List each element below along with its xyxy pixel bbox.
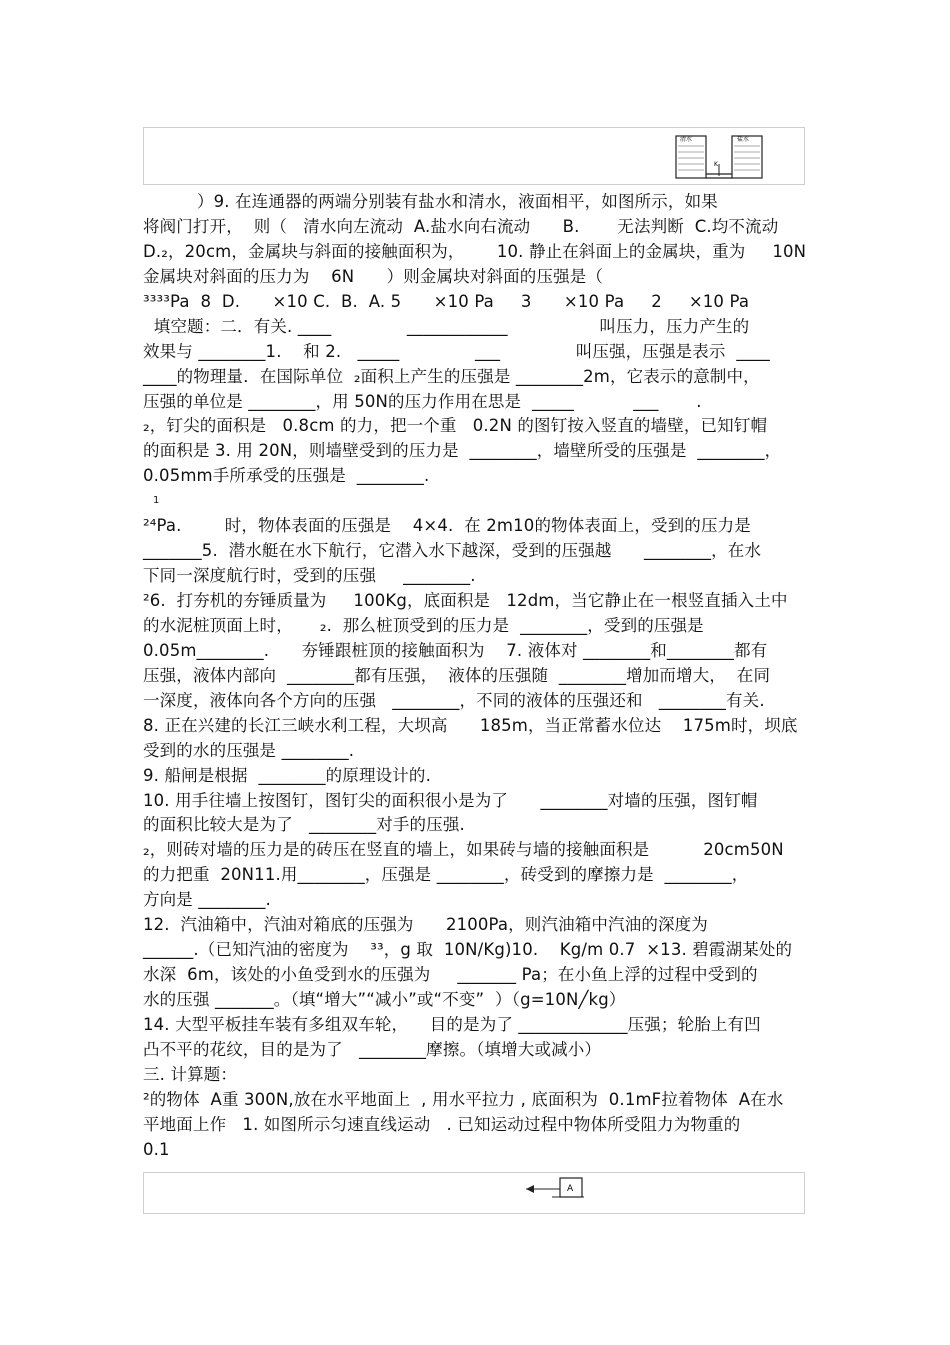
text-line: ____的物理量．在国际单位 ₂面积上产生的压强是 ________2m，它表示的意制中， <box>143 366 760 386</box>
text-line: ²⁴Pa. 时，物体表面的压强是 4×4. 在 2m10的物体表面上，受到的压力是 <box>143 516 751 536</box>
text-line: 三. 计算题： <box>143 1064 238 1084</box>
text-line: 金属块对斜面的压力为 6N ）则金属块对斜面的压强是（ <box>143 266 604 286</box>
text-line: ₂，则砖对墙的压力是的砖压在竖直的墙上，如果砖与墙的接触面积是 20cm50N <box>143 840 784 860</box>
text-line: 水深 6m，该处的小鱼受到水的压强为 _______ Pa；在小鱼上浮的过程中受到的 <box>143 965 758 985</box>
text-line: D.₂，20cm，金属块与斜面的接触面积为， 10. 静止在斜面上的金属块，重为 10N <box>143 241 807 261</box>
text-line: ）9. 在连通器的两端分别装有盐水和清水，液面相平，如图所示，如果 <box>143 192 718 211</box>
text-line: 10. 用手往墙上按图钉，图钉尖的面积很小是为了 ________对墙的压强，图钉帽 <box>143 790 758 810</box>
connected-vessel-figure <box>672 130 764 180</box>
text-line: ₂，钉尖的面积是 0.8cm 的力，把一个重 0.2N 的图钉按入竖直的墙壁，已知钉帽 <box>143 416 768 436</box>
text-line: 的面积比较大是为了 ________对手的压强. <box>143 815 465 835</box>
text-line: 凸不平的花纹，目的是为了 ________摩擦。（填增大或减小） <box>143 1039 602 1059</box>
text-line: 平地面上作 1. 如图所示匀速直线运动 . 已知运动过程中物体所受阻力为物重的 <box>143 1114 741 1134</box>
text-line: 一深度，液体向各个方向的压强 ________，不同的液体的压强还和 ________有关. <box>143 690 765 710</box>
text-line: 压强，液体内部向 ________都有压强， 液体的压强随 ________增加而增大， 在同 <box>143 665 771 685</box>
text-line: 效果与 ________1. 和 2. _____ ___ 叫压强，压强是表示 ____ <box>143 341 770 361</box>
text-line: 的面积是 3. 用 20N，则墙壁受到的压力是 ________，墙壁所受的压强是 ________， <box>143 441 782 461</box>
text-line: 1 <box>143 495 160 507</box>
block-label: A <box>567 1184 574 1194</box>
text-line: 受到的水的压强是 ________. <box>143 740 355 760</box>
text-line: ³³³³Pa 8 D. ×10 C. B. A. 5 ×10 Pa 3 ×10 Pa 2 ×10 Pa <box>143 291 750 311</box>
text-line: 填空题：二．有关. ____ ____________ 叫压力，压力产生的 <box>143 316 750 336</box>
figure-frame-bottom <box>143 1172 805 1214</box>
block-pull-figure <box>522 1175 586 1201</box>
text-line: 12. 汽油箱中，汽油对箱底的压强为 2100Pa，则汽油箱中汽油的深度为 <box>143 915 708 935</box>
text-line: 14. 大型平板挂车装有多组双车轮， 目的是为了 _____________压强；轮胎上有凹 <box>143 1014 761 1034</box>
text-line: 将阀门打开， 则（ 清水向左流动 A.盐水向右流动 B. 无法判断 C.均不流动 <box>143 216 779 236</box>
worksheet-text <box>143 190 815 1163</box>
text-line: 0.05mm手所承受的压强是 ________. <box>143 466 430 486</box>
text-line: 压强的单位是 ________，用 50N的压力作用在思是 _____ ___ . <box>143 391 702 411</box>
text-line: 下同一深度航行时，受到的压强 ________. <box>143 566 476 586</box>
text-line: 9. 船闸是根据 ________的原理设计的. <box>143 765 431 785</box>
text-line: 水的压强 _______。（填“增大”“减小”或“不变” ）（g=10N╱kg） <box>143 990 626 1009</box>
text-line: 方向是 ________. <box>143 890 271 910</box>
text-line: ²6. 打夯机的夯锤质量为 100Kg，底面积是 12dm，当它静止在一根竖直插入土中 <box>143 591 788 610</box>
text-line: ______.（已知汽油的密度为 ³³，g 取 10N/Kg)10. Kg/m 0.7 ×13. 碧霞湖某处的 <box>143 940 793 960</box>
text-line: 的水泥桩顶面上时， ₂. 那么桩顶受到的压力是 ________，受到的压强是 <box>143 615 704 635</box>
tank-label-left: 清水 <box>680 136 693 143</box>
text-line: 8. 正在兴建的长江三峡水利工程，大坝高 185m，当正常蓄水位达 175m时，坝底 <box>143 715 798 735</box>
valve-label: K <box>714 161 718 168</box>
text-line: 0.1 <box>143 1139 170 1159</box>
text-line: _______5. 潜水艇在水下航行，它潜入水下越深，受到的压强越 ________，在水 <box>143 541 762 561</box>
text-line: ²的物体 A重 300N,放在水平地面上 , 用水平拉力 , 底面积为 0.1mF拉着物体 A在水 <box>143 1089 784 1109</box>
text-line: 的力把重 20N11.用________，压强是 ________，砖受到的摩擦力是 ________， <box>143 865 749 885</box>
text-line: 0.05m________. 夯锤跟桩顶的接触面积为 7. 液体对 ________和________都有 <box>143 640 768 660</box>
tank-label-right: 盐水 <box>737 136 750 143</box>
